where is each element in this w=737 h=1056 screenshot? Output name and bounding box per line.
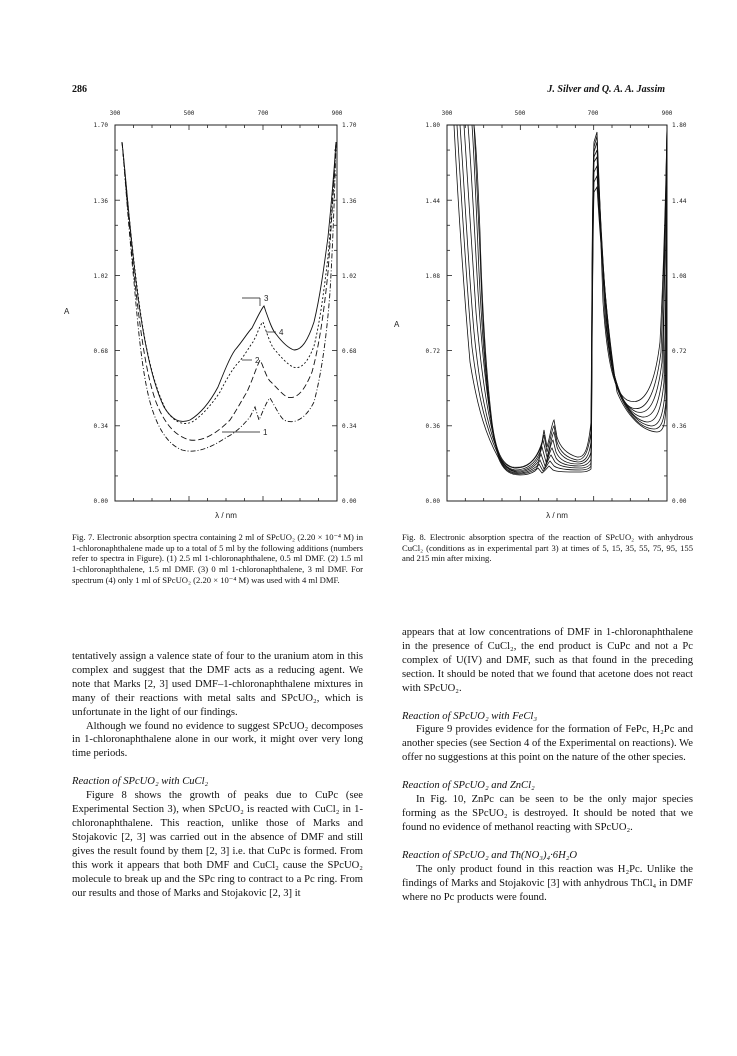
fig8-left-tick: 1.80 xyxy=(425,122,440,129)
fig8-left-tick: 0.72 xyxy=(425,348,440,355)
right-column xyxy=(402,626,693,904)
fig7-top-tick: 300 xyxy=(109,110,121,117)
fig7-left-tick: 0.68 xyxy=(93,348,108,355)
fig7-top-tick: 500 xyxy=(183,110,195,117)
fig8-ylabel: A xyxy=(394,320,400,329)
fig7-right-tick: 0.68 xyxy=(342,348,357,355)
left-para-2: Although we found no evidence to suggest SPcUO₂ decomposes in 1-chloronaphthalene alone in our work, it might over very long time periods. xyxy=(72,720,363,760)
left-para-3: Figure 8 shows the growth of peaks due to CuPc (see Experimental Section 3), when SPcUO₂ is reacted with CuCl₂ in 1-chloronaphthalene. This reaction, unlike those of Marks and Stojakovic [2, 3] was carried out in the absence of DMF and still gives the result found by them [2, 3] i.e. that CuPc is formed. From this work it appears that both DMF and CuCl₂ cause the SPcUO₂ molecule to break up and the SPc ring to contract to a Pc ring. From our results and those of Marks and Stojakovic [2, 3] it xyxy=(72,790,363,899)
fig7-left-tick: 1.02 xyxy=(93,273,108,280)
fig8-top-tick: 900 xyxy=(661,110,673,117)
fig8-spectra xyxy=(447,125,667,475)
left-heading-1: Reaction of SPcUO₂ with CuCl₂ xyxy=(72,776,209,788)
fig8-xlabel: λ / nm xyxy=(546,511,568,520)
left-column xyxy=(72,650,363,900)
fig8-left-tick: 0.36 xyxy=(425,423,440,430)
fig7-curve-label-3: 3 xyxy=(264,294,269,303)
fig7-spectrum-3 xyxy=(122,142,336,421)
fig7-left-tick: 0.00 xyxy=(93,498,108,505)
fig7-spectrum-1 xyxy=(122,142,336,451)
page-number: 286 xyxy=(72,84,87,95)
fig7-curve-label-1: 1 xyxy=(263,428,268,437)
right-heading-2: Reaction of SPcUO₂ and ZnCl₂ xyxy=(402,780,535,792)
fig7-right-tick: 0.34 xyxy=(342,423,357,430)
fig8-right-tick: 0.36 xyxy=(672,423,687,430)
right-para-1: appears that at low concentrations of DMF in 1-chloronaphthalene in the presence of CuCl₂, the end product is CuPc and not a Pc complex of U(IV) and DMF, such as that found in the preceding section. It should be noted that we found that acetone does not react with SPcUO₂. xyxy=(402,627,693,694)
fig8-top-tick: 700 xyxy=(587,110,599,117)
right-heading-1: Reaction of SPcUO₂ with FeCl₃ xyxy=(402,710,538,722)
right-heading-3: Reaction of SPcUO₂ and Th(NO₃)₄·6H₂O xyxy=(402,849,578,861)
figure-8 xyxy=(394,102,702,527)
figure-7-plot xyxy=(64,102,372,527)
fig7-left-tick: 1.36 xyxy=(93,198,108,205)
fig7-spectrum-2 xyxy=(122,142,336,440)
fig8-right-tick: 1.44 xyxy=(672,198,687,205)
fig7-right-tick: 1.36 xyxy=(342,198,357,205)
fig7-curve-label-2: 2 xyxy=(255,356,260,365)
fig7-right-tick: 1.02 xyxy=(342,273,357,280)
left-para-1: tentatively assign a valence state of four to the uranium atom in this complex and suggest that the DMF acts as a reducing agent. We note that Marks [2, 3] used DMF–1-chloronaphthalene mixtures in many of their reactions with metal salts and SPcUO₂, which is unfortunate in the light of our findings. xyxy=(72,651,363,718)
fig8-right-tick: 1.08 xyxy=(672,273,687,280)
figure-8-plot xyxy=(394,102,702,527)
fig7-top-tick: 900 xyxy=(331,110,343,117)
fig8-top-tick: 500 xyxy=(514,110,526,117)
fig7-caption: Fig. 7. Electronic absorption spectra containing 2 ml of SPcUO₂ (2.20 × 10⁻⁴ M) in 1-chloronaphthalene made up to a total of 5 ml by the following additions (numbers refer to spectra in Figure). (1) 2.5 ml 1-chloronaphthalene, 0.5 ml DMF. (2) 1.5 ml 1-chloronaphthalene, 1.5 ml DMF. (3) 0 ml 1-chloronaphthalene, 3 ml DMF. For spectrum (4) only 1 ml of SPcUO₂ (2.20 × 10⁻⁴ M) was used with 4 ml DMF. xyxy=(72,532,363,585)
fig8-left-tick: 1.44 xyxy=(425,198,440,205)
fig7-frame xyxy=(115,125,337,501)
fig7-right-tick: 1.70 xyxy=(342,122,357,129)
right-para-4: The only product found in this reaction was H₂Pc. Unlike the findings of Marks and Stojakovic [3] with anhydrous ThCl₄ in DMF where no Pc products were found. xyxy=(402,863,693,903)
right-para-2: Figure 9 provides evidence for the formation of FePc, H₂Pc and another species (see Section 4 of the Experimental on reactions). We offer no suggestions at this point on the nature of the other species. xyxy=(402,724,693,764)
fig7-curve-label-4: 4 xyxy=(279,328,284,337)
fig8-frame xyxy=(447,125,667,501)
fig8-caption: Fig. 8. Electronic absorption spectra of the reaction of SPcUO₂ with anhydrous CuCl₂ (conditions as in experimental part 3) at times of 5, 15, 35, 55, 75, 95, 155 and 215 min after mixing. xyxy=(402,532,693,564)
fig7-left-tick: 1.70 xyxy=(93,122,108,129)
fig8-left-tick: 0.00 xyxy=(425,498,440,505)
right-para-3: In Fig. 10, ZnPc can be seen to be the only major species forming as the SPcUO₂ is destroyed. It should be noted that we found no evidence of methanol reacting with SPcUO₂. xyxy=(402,794,693,833)
fig7-ylabel: A xyxy=(64,307,70,316)
fig7-xlabel: λ / nm xyxy=(215,511,237,520)
fig7-top-tick: 700 xyxy=(257,110,269,117)
running-title: J. Silver and Q. A. A. Jassim xyxy=(547,84,665,95)
fig8-right-tick: 0.72 xyxy=(672,348,687,355)
fig8-left-tick: 1.08 xyxy=(425,273,440,280)
fig8-right-tick: 1.80 xyxy=(672,122,687,129)
fig7-left-tick: 0.34 xyxy=(93,423,108,430)
figure-7 xyxy=(64,102,372,527)
fig7-right-tick: 0.00 xyxy=(342,498,357,505)
fig8-top-tick: 300 xyxy=(441,110,453,117)
fig8-right-tick: 0.00 xyxy=(672,498,687,505)
